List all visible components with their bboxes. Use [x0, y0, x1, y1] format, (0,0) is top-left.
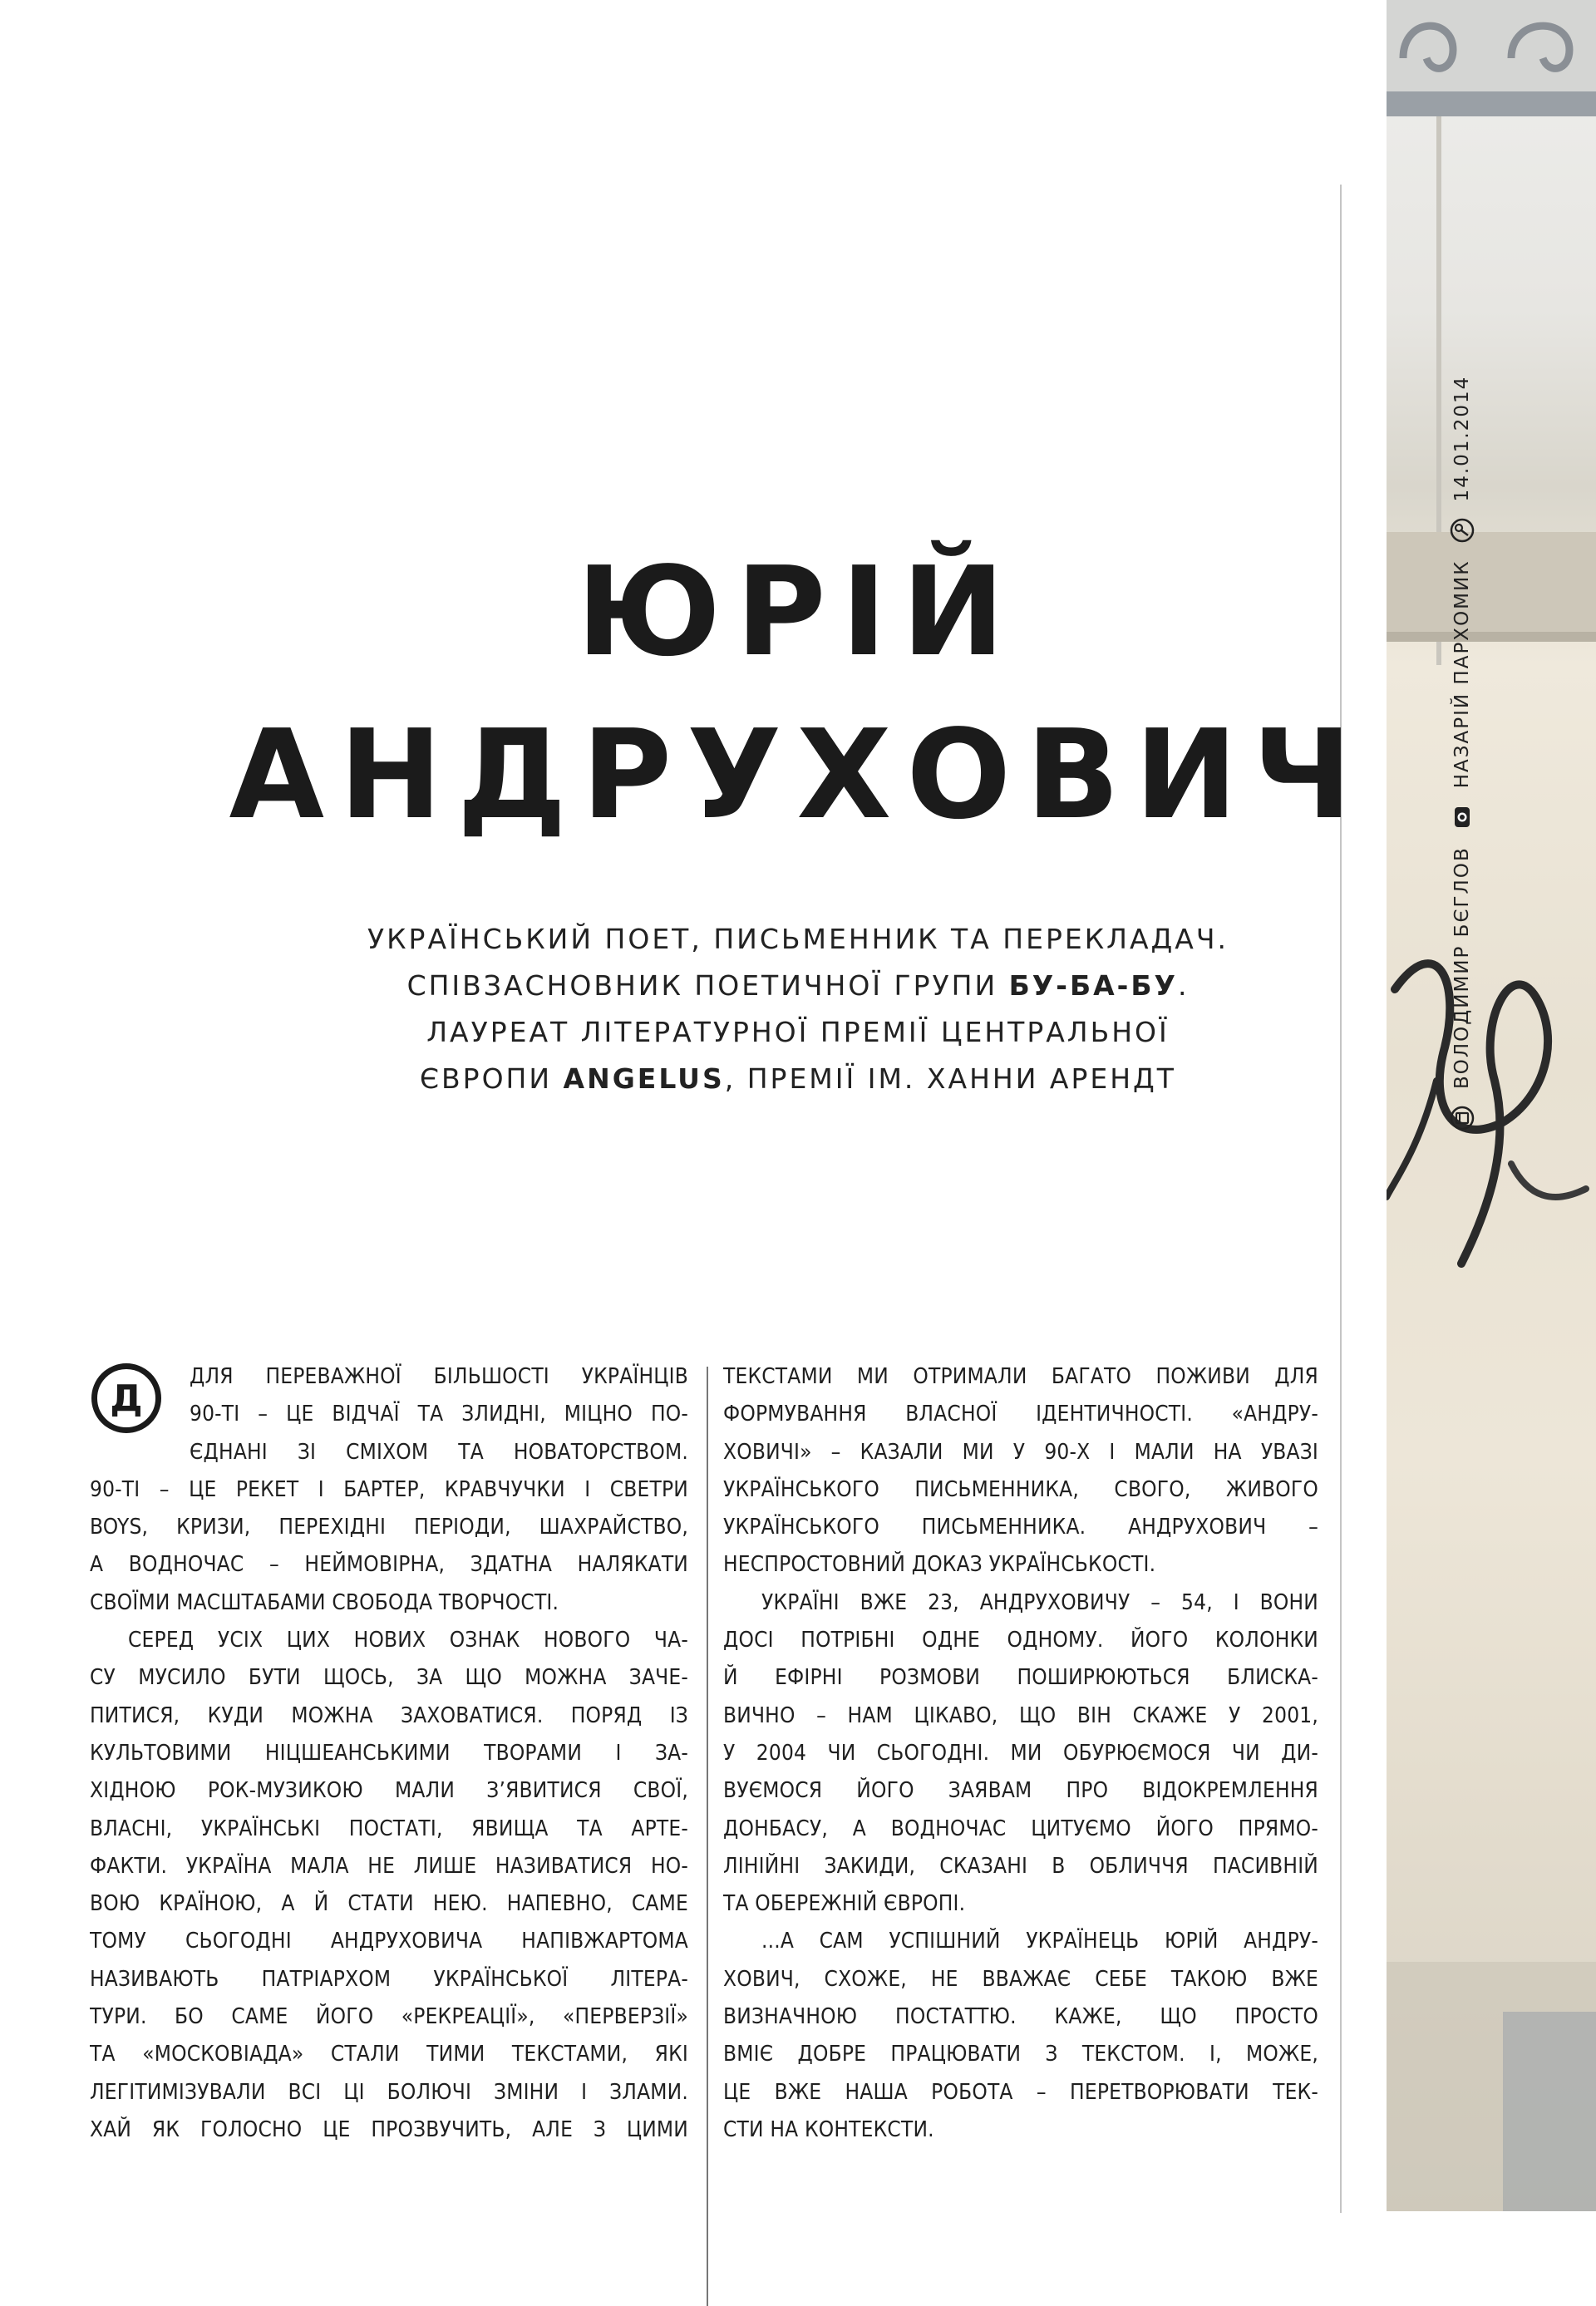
body-line: ДОНБАСУ, А ВОДНОЧАС ЦИТУЄМО ЙОГО ПРЯМО-: [723, 1816, 1318, 1841]
body-line: ХІДНОЮ РОК-МУЗИКОЮ МАЛИ З’ЯВИТИСЯ СВОЇ,: [90, 1778, 688, 1804]
body-line: ЦЕ ВЖЕ НАША РОБОТА – ПЕРЕТВОРЮВАТИ ТЕК-: [723, 2079, 1318, 2105]
body-line: Й ЕФІРНІ РОЗМОВИ ПОШИРЮЮТЬСЯ БЛИСКА-: [723, 1665, 1318, 1691]
subtitle-text: УКРАЇНСЬКИЙ ПОЕТ, ПИСЬМЕННИК ТА ПЕРЕКЛАДАЧ.: [367, 923, 1229, 955]
body-line: КУЛЬТОВИМИ НІЦШЕАНСЬКИМИ ТВОРАМИ І ЗА-: [90, 1740, 688, 1766]
subtitle-line: [0, 1056, 1596, 1102]
subtitle-line: [0, 916, 1596, 963]
title-first-name: ЮРІЙ: [576, 540, 1020, 683]
body-line: ПИТИСЯ, КУДИ МОЖНА ЗАХОВАТИСЯ. ПОРЯД ІЗ: [90, 1702, 688, 1728]
body-column-1: [90, 1358, 688, 2149]
body-line: СТИ НА КОНТЕКСТИ.: [723, 2116, 934, 2142]
body-line: ФОРМУВАННЯ ВЛАСНОЇ ІДЕНТИЧНОСТІ. «АНДРУ-: [723, 1402, 1318, 1427]
subtitle-line: [0, 1009, 1596, 1056]
body-line: УКРАЇНІ ВЖЕ 23, АНДРУХОВИЧУ – 54, І ВОНИ: [761, 1589, 1318, 1615]
body-line: СУ МУСИЛО БУТИ ЩОСЬ, ЗА ЩО МОЖНА ЗАЧЕ-: [90, 1665, 688, 1691]
article-date: 14.01.2014: [1451, 375, 1473, 502]
body-line: ТА ОБЕРЕЖНІЙ ЄВРОПІ.: [723, 1891, 966, 1917]
subtitle-text: СПІВЗАСНОВНИК ПОЕТИЧНОЇ ГРУПИ: [406, 969, 1009, 1002]
drop-cap: Д: [91, 1363, 161, 1433]
microphone-icon: [1450, 518, 1475, 543]
body-line: НЕСПРОСТОВНИЙ ДОКАЗ УКРАЇНСЬКОСТІ.: [723, 1552, 1156, 1578]
body-line: А ВОДНОЧАС – НЕЙМОВІРНА, ЗДАТНА НАЛЯКАТИ: [90, 1552, 688, 1578]
column-separator: [707, 1367, 708, 2306]
body-line: ВИЗНАЧНОЮ ПОСТАТТЮ. КАЖЕ, ЩО ПРОСТО: [723, 2004, 1318, 2030]
body-line: ХАЙ ЯК ГОЛОСНО ЦЕ ПРОЗВУЧИТЬ, АЛЕ З ЦИМИ: [90, 2116, 688, 2142]
body-line: СВОЇМИ МАСШТАБАМИ СВОБОДА ТВОРЧОСТІ.: [90, 1589, 559, 1615]
body-line: ВИЧНО – НАМ ЦІКАВО, ЩО ВІН СКАЖЕ У 2001,: [723, 1702, 1318, 1728]
body-line: ВМІЄ ДОБРЕ ПРАЦЮВАТИ З ТЕКСТОМ. І, МОЖЕ,: [723, 2042, 1318, 2067]
subtitle-line: [0, 963, 1596, 1009]
subtitle-emphasis: БУ-БА-БУ: [1008, 969, 1178, 1002]
book-icon: [1450, 1106, 1475, 1131]
body-line: ЛЕГІТИМІЗУВАЛИ ВСІ ЦІ БОЛЮЧІ ЗМІНИ І ЗЛАМИ.: [90, 2079, 688, 2105]
body-line: ХОВИЧІ» – КАЗАЛИ МИ У 90-Х І МАЛИ НА УВАЗІ: [723, 1439, 1318, 1465]
body-line: НАЗИВАЮТЬ ПАТРІАРХОМ УКРАЇНСЬКОЇ ЛІТЕРА-: [90, 1966, 688, 1992]
body-line: ХОВИЧ, СХОЖЕ, НЕ ВВАЖАЄ СЕБЕ ТАКОЮ ВЖЕ: [723, 1966, 1318, 1992]
subtitle-text: , ПРЕМІЇ ІМ. ХАННИ АРЕНДТ: [724, 1062, 1176, 1095]
body-line: УКРАЇНСЬКОГО ПИСЬМЕННИКА, СВОГО, ЖИВОГО: [723, 1476, 1318, 1502]
body-line: 90-ТІ – ЦЕ ВІДЧАЇ ТА ЗЛИДНІ, МІЦНО ПО-: [190, 1402, 688, 1427]
body-line: ТЕКСТАМИ МИ ОТРИМАЛИ БАГАТО ПОЖИВИ ДЛЯ: [723, 1364, 1318, 1389]
photo-graphic: [1387, 0, 1596, 2211]
title-last-name: АНДРУХОВИЧ: [229, 703, 1367, 846]
body-line: ЄДНАНІ ЗІ СМІХОМ ТА НОВАТОРСТВОМ.: [190, 1439, 688, 1465]
body-line: ТА «МОСКОВІАДА» СТАЛИ ТИМИ ТЕКСТАМИ, ЯКІ: [90, 2042, 688, 2067]
body-line: ЛІНІЙНІ ЗАКИДИ, СКАЗАНІ В ОБЛИЧЧЯ ПАСИВНІЙ: [723, 1853, 1318, 1879]
body-line: ТОМУ СЬОГОДНІ АНДРУХОВИЧА НАПІВЖАРТОМА: [90, 1929, 688, 1954]
body-line: ВОЮ КРАЇНОЮ, А Й СТАТИ НЕЮ. НАПЕВНО, САМЕ: [90, 1891, 688, 1917]
photographer-name: ВОЛОДИМИР БЄГЛОВ: [1451, 846, 1473, 1089]
subtitle: [0, 916, 1596, 1102]
body-line: ТУРИ. БО САМЕ ЙОГО «РЕКРЕАЦІЇ», «ПЕРВЕРЗІЇ»: [90, 2004, 688, 2030]
body-column-2: [723, 1358, 1318, 2149]
body-line: 90-ТІ – ЦЕ РЕКЕТ І БАРТЕР, КРАВЧУЧКИ І СВЕТРИ: [90, 1476, 688, 1502]
body-line: УКРАЇНСЬКОГО ПИСЬМЕННИКА. АНДРУХОВИЧ –: [723, 1515, 1318, 1540]
side-photo: [1387, 0, 1596, 2211]
interviewer-name: НАЗАРІЙ ПАРХОМИК: [1451, 559, 1473, 789]
body-line: ДЛЯ ПЕРЕВАЖНОЇ БІЛЬШОСТІ УКРАЇНЦІВ: [190, 1364, 688, 1389]
subtitle-text: ЄВРОПИ: [420, 1062, 564, 1095]
body-line: ВЛАСНІ, УКРАЇНСЬКІ ПОСТАТІ, ЯВИЩА ТА АРТЕ-: [90, 1816, 688, 1841]
subtitle-emphasis: ANGELUS: [563, 1062, 725, 1095]
body-line: У 2004 ЧИ СЬОГОДНІ. МИ ОБУРЮЄМОСЯ ЧИ ДИ-: [723, 1740, 1318, 1766]
body-line: ...А САМ УСПІШНИЙ УКРАЇНЕЦЬ ЮРІЙ АНДРУ-: [761, 1929, 1318, 1954]
divider-line: [1340, 185, 1342, 2213]
subtitle-text: ЛАУРЕАТ ЛІТЕРАТУРНОЇ ПРЕМІЇ ЦЕНТРАЛЬНОЇ: [426, 1016, 1170, 1048]
subtitle-text: .: [1177, 969, 1190, 1002]
body-line: ДОСІ ПОТРІБНІ ОДНЕ ОДНОМУ. ЙОГО КОЛОНКИ: [723, 1628, 1318, 1653]
body-line: ФАКТИ. УКРАЇНА МАЛА НЕ ЛИШЕ НАЗИВАТИСЯ НО-: [90, 1853, 688, 1879]
body-line: BOYS, КРИЗИ, ПЕРЕХІДНІ ПЕРІОДИ, ШАХРАЙСТВО,: [90, 1515, 688, 1540]
body-line: СЕРЕД УСІХ ЦИХ НОВИХ ОЗНАК НОВОГО ЧА-: [128, 1628, 688, 1653]
body-line: ВУЄМОСЯ ЙОГО ЗАЯВАМ ПРО ВІДОКРЕМЛЕННЯ: [723, 1778, 1318, 1804]
